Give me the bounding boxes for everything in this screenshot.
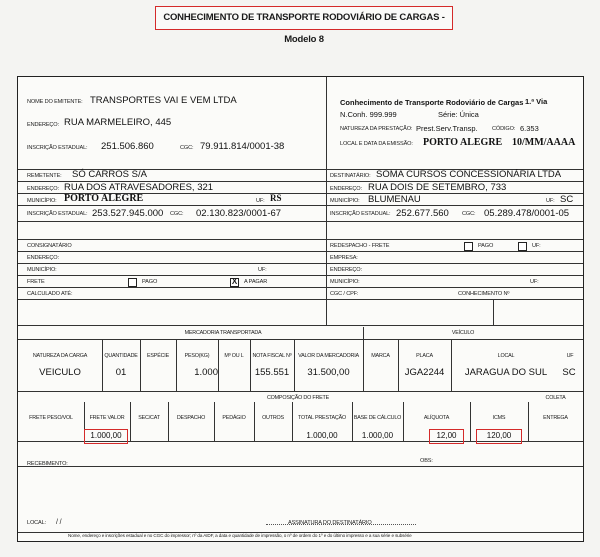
destinatario-nome: SOMA CURSOS CONCESSIONÁRIA LTDA [376,169,562,180]
emitente-nome: TRANSPORTES VAI E VEM LTDA [90,95,237,106]
remetente-uf-label: UF: [256,198,265,204]
redespacho-uf-label: UF: [532,243,541,249]
remetente-ie-label: INSCRIÇÃO ESTADUAL: [27,211,88,217]
divider [168,402,169,441]
codigo-value: 6.353 [520,124,539,133]
coleta-label: COLETA [545,395,566,401]
remetente-municipio: PORTO ALEGRE [64,193,144,204]
h-nf: NOTA FISCAL Nº [252,353,292,359]
h-outros: OUTROS [262,415,284,421]
carga-nf: 155.551 [254,367,290,378]
frete-pago-label: PAGO [142,279,158,285]
frete-base: 1.000,00 [361,431,394,440]
remetente-label: REMETENTE: [27,173,62,179]
document-title: CONHECIMENTO DE TRANSPORTE RODOVIÁRIO DE CARGAS - Modelo 8 [155,6,453,30]
local-data-label: LOCAL E DATA DA EMISSÃO: [340,141,413,147]
emitente-ie-label: INSCRIÇÃO ESTADUAL: [27,145,88,151]
cte-title: Conhecimento de Transporte Rodoviário de Cargas [340,98,524,107]
h-peso: PESO(KG) [184,353,210,359]
cte-numero: N.Conh. 999.999 [340,110,397,119]
emitente-cgc-label: CGC: [180,145,194,151]
carga-peso: 1.000 [194,367,218,378]
divider [176,339,177,391]
redespacho-municipio-label: MUNICÍPIO: [330,279,360,285]
h-total: TOTAL PRESTAÇÃO [297,415,347,421]
h-marca: MARCA [371,353,390,359]
h-quantidade: QUANTIDADE [104,353,138,359]
h-especie: ESPÉCIE [147,353,169,359]
frete-section: COMPOSIÇÃO DO FRETE [266,395,330,401]
remetente-uf: RS [270,193,282,203]
frete-total: 1.000,00 [306,431,338,440]
divider [102,339,103,391]
consignatario-endereco-label: ENDEREÇO: [27,255,59,261]
divider [18,287,583,288]
h-frete-valor: FRETE VALOR [89,415,125,421]
veiculo-placa: JGA2244 [404,367,445,378]
redespacho-endereco-label: ENDEREÇO: [330,267,362,273]
destinatario-municipio-label: MUNICÍPIO: [330,198,360,204]
h-uf: UF [566,353,574,359]
consignatario-municipio-label: MUNICÍPIO: [27,267,57,273]
destinatario-cgc: 05.289.478/0001-05 [484,208,570,219]
impressor-note: Nome, endereço e inscrições estadual e no CGC do impressor; nº da AIDF, a data e quantidade de impressão, o nº de ordem do 1º e do último impresso e a sua série e subsérie [68,533,412,538]
obs-label: OBS: [420,458,433,464]
h-frete-peso: FRETE PESO/VOL [29,415,73,421]
destinatario-label: DESTINATÁRIO: [330,173,371,179]
divider [18,251,583,252]
divider [18,466,583,467]
carga-quantidade: 01 [115,367,127,378]
emitente-ie: 251.506.860 [101,141,154,152]
carga-valor: 31.500,00 [307,367,350,378]
h-m3: Mº OU L [224,353,244,359]
remetente-endereco-label: ENDEREÇO: [27,186,59,192]
emitente-endereco-label: ENDEREÇO: [27,122,59,128]
emissao-local: PORTO ALEGRE [423,137,503,148]
cte-via: 1.ª Via [525,97,548,106]
remetente-cgc-label: CGC: [170,211,184,217]
remetente-cgc: 02.130.823/0001-67 [196,208,282,219]
mercadoria-section: MERCADORIA TRANSPORTADA [184,330,262,336]
h-aliquota: ALÍQUOTA [423,415,450,421]
redespacho-pago-label: PAGO [478,243,494,249]
destinatario-uf-label: UF: [546,198,555,204]
assinatura-label: ASSINATURA DO DESTINATÁRIO [288,520,372,526]
frete-valor: 1.000,00 [90,431,122,440]
destinatario-ie: 252.677.560 [396,208,449,219]
divider [250,339,251,391]
natureza-label: NATUREZA DA PRESTAÇÃO: [340,126,413,132]
redespacho-uf2-label: UF: [530,279,539,285]
divider [294,339,295,391]
calculado-label: CALCULADO ATÉ: [27,291,73,297]
remetente-nome: SÓ CARROS S/A [72,169,147,180]
natureza-value: Prest.Serv.Transp. [416,124,478,133]
divider [493,299,494,325]
cte-serie: Série: Única [438,110,479,119]
h-seccat: SEC/CAT [138,415,160,421]
redespacho-apagar-checkbox[interactable] [518,242,527,251]
local-date-slashes: / / [56,519,62,526]
emitente-nome-label: NOME DO EMITENTE: [27,99,83,105]
recebimento-label: RECEBIMENTO: [27,461,68,467]
frete-apagar-label: A PAGAR [244,279,268,285]
divider [528,402,529,441]
conhecimento-n-label: CONHECIMENTO Nº [458,291,510,297]
destinatario-endereco-label: ENDEREÇO: [330,186,362,192]
destinatario-cgc-label: CGC: [462,211,476,217]
divider [18,221,583,222]
remetente-municipio-label: MUNICÍPIO: [27,198,57,204]
h-pedagio: PEDÁGIO [222,415,246,421]
divider [451,339,452,391]
remetente-endereco: RUA DOS ATRAVESADORES, 321 [64,182,214,193]
redespacho-pago-checkbox[interactable] [464,242,473,251]
veiculo-local: JARAGUA DO SUL [464,367,548,378]
divider [470,402,471,441]
divider [214,402,215,441]
h-local: LOCAL [497,353,515,359]
redespacho-cgc-label: CGC / CPF: [330,291,359,297]
divider [18,205,583,206]
emitente-cgc: 79.911.814/0001-38 [200,141,285,152]
h-natureza: NATUREZA DA CARGA [32,353,88,359]
frete-pago-checkbox[interactable] [128,278,137,287]
h-base: BASE DE CÁLCULO [353,415,402,421]
destinatario-endereco: RUA DOIS DE SETEMBRO, 733 [368,182,507,193]
divider [254,402,255,441]
divider [326,77,327,169]
divider [403,402,404,441]
destinatario-uf: SC [560,194,574,205]
cte-form [17,76,584,542]
divider [18,299,583,300]
h-placa: PLACA [416,353,433,359]
frete-label: FRETE [27,279,45,285]
h-despacho: DESPACHO [176,415,206,421]
empresa-label: EMPRESA: [330,255,358,261]
local-label: LOCAL: [27,520,46,526]
divider [140,339,141,391]
divider [218,339,219,391]
h-valor: VALOR DA MERCADORIA [298,353,359,359]
divider [18,275,583,276]
remetente-ie: 253.527.945.000 [92,208,164,219]
carga-natureza: VEICULO [39,367,81,378]
divider [18,239,583,240]
divider [363,327,364,391]
destinatario-municipio: BLUMENAU [368,194,421,205]
h-entrega: ENTREGA [543,415,568,421]
h-icms: ICMS [492,415,506,421]
divider [130,402,131,441]
divider [398,339,399,391]
frete-icms: 120,00 [486,431,512,440]
veiculo-uf: SC [562,367,576,378]
consignatario-uf-label: UF: [258,267,267,273]
divider [18,391,583,392]
redespacho-label: REDESPACHO - FRETE [330,243,390,249]
frete-aliquota: 12,00 [436,431,457,440]
divider [18,263,583,264]
divider [326,169,327,325]
codigo-label: CÓDIGO: [492,126,516,132]
consignatario-label: CONSIGNATÁRIO [27,243,72,249]
veiculo-section: VEÍCULO [451,330,475,336]
emitente-endereco: RUA MARMELEIRO, 445 [64,117,172,128]
emissao-data: 10/MM/AAAA [512,137,576,148]
destinatario-ie-label: INSCRIÇÃO ESTADUAL: [330,211,391,217]
frete-apagar-checkbox[interactable] [230,278,239,287]
divider [18,325,583,326]
